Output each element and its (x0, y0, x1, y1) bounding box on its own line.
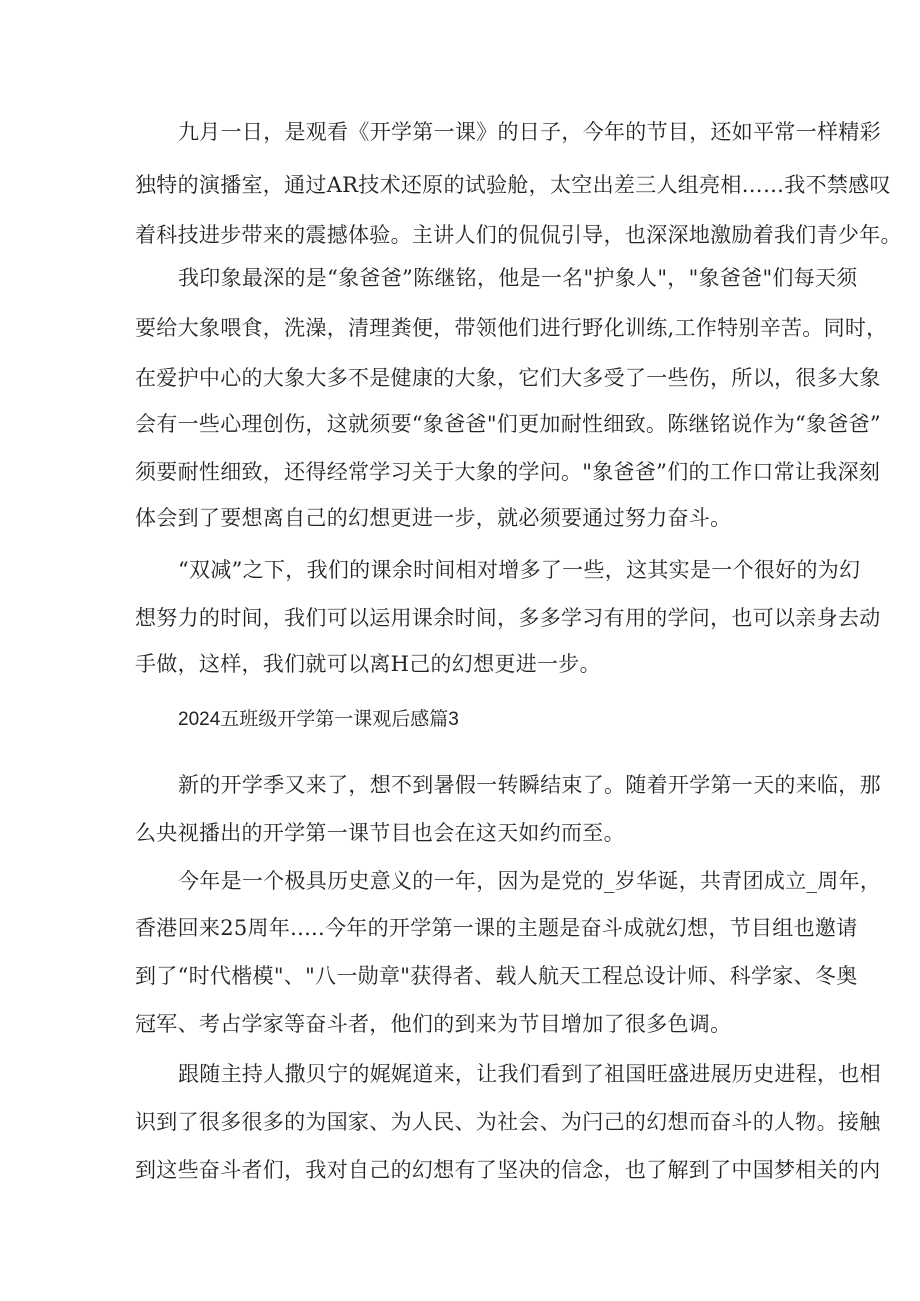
paragraph-line: 体会到了要想离自己的幻想更进一步，就必须要通过努力奋斗。 (135, 506, 732, 530)
paragraph-line: 会有一些心理创伤，这就须要“象爸爸"们更加耐性细致。陈继铭说作为“象爸爸” (135, 412, 881, 436)
paragraph-line: 我印象最深的是“象爸爸”陈继铭，他是一名"护象人"，"象爸爸"们每天须 (178, 266, 858, 290)
paragraph-line: 独特的演播室，通过AR技术还原的试验舱，太空出差三人组亮相……我不禁感叹 (135, 173, 891, 197)
paragraph-line: 着科技进步带来的震撼体验。主讲人们的侃侃引导，也深深地激励着我们青少年。 (135, 223, 902, 247)
paragraph-line: “双减”之下，我们的课余时间相对增多了一些，这其实是一个很好的为幻 (178, 558, 861, 582)
paragraph-line: 识到了很多很多的为国家、为人民、为社会、为闩己的幻想而奋斗的人物。接触 (135, 1110, 881, 1134)
paragraph-line: 今年是一个极具历史意义的一年，因为是党的_岁华诞，共青团成立_周年， (178, 869, 882, 893)
paragraph-line: 到了“时代楷模"、"八一勋章"获得者、载人航天工程总设计师、科学家、冬奥 (135, 964, 858, 988)
section-heading: 2024五班级开学第一课观后感篇3 (178, 709, 459, 730)
paragraph-line: 新的开学季又来了，想不到暑假一转瞬结束了。随着开学第一天的来临，那 (178, 773, 881, 797)
paragraph-line: 在爱护中心的大象大多不是健康的大象，它们大多受了一些伤，所以，很多大象 (135, 366, 881, 390)
paragraph-line: 香港回来25周年.....今年的开学第一课的主题是奋斗成就幻想，节目组也邀请 (135, 916, 858, 940)
paragraph-line: 想努力的时间，我们可以运用课余时间，多多学习有用的学问，也可以亲身去动 (135, 606, 881, 630)
paragraph-line: 要给大象喂食，洗澡，清理粪便，带领他们进行野化训练,工作特别辛苦。同时， (135, 316, 888, 340)
paragraph-line: 手做，这样，我们就可以离H己的幻想更进一步。 (135, 652, 601, 676)
paragraph-line: 须要耐性细致，还得经常学习关于大象的学问。"象爸爸”们的工作口常让我深刻 (135, 460, 881, 484)
paragraph-line: 九月一日，是观看《开学第一课》的日子，今年的节目，还如平常一样精彩 (178, 120, 881, 144)
paragraph-line: 么央视播出的开学第一课节目也会在这天如约而至。 (135, 821, 625, 845)
paragraph-line: 冠军、考占学家等奋斗者，他们的到来为节目增加了很多色调。 (135, 1012, 732, 1036)
paragraph-line: 到这些奋斗者们，我对自己的幻想有了坚决的信念，也了解到了中国梦相关的内 (135, 1158, 881, 1182)
paragraph-line: 跟随主持人撒贝宁的娓娓道来，让我们看到了祖国旺盛进展历史进程，也相 (178, 1062, 881, 1086)
